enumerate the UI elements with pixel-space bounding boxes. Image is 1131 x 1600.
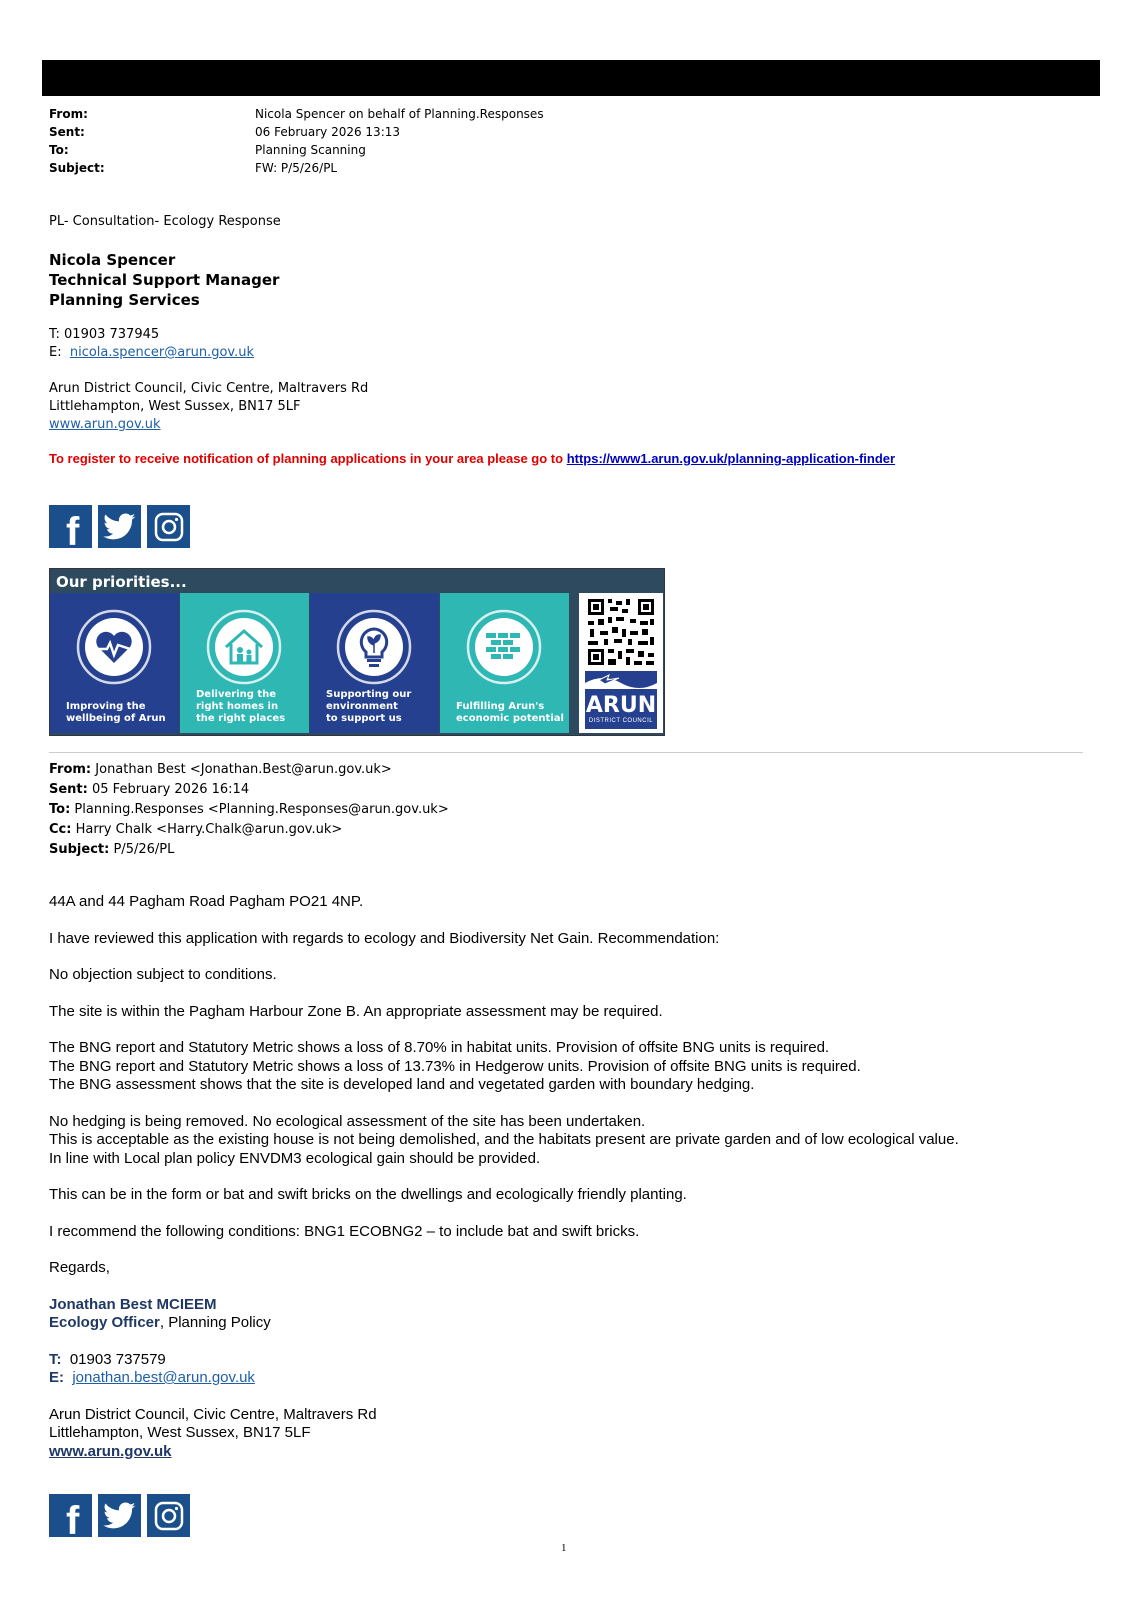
fwd-to-label: To: — [49, 802, 71, 817]
qr-code-icon[interactable] — [579, 593, 663, 669]
subject-value: FW: P/5/26/PL — [255, 161, 338, 175]
fwd-from: Jonathan Best <Jonathan.Best@arun.gov.uk> — [95, 762, 392, 777]
sig-title: Technical Support Manager — [49, 271, 280, 289]
divider — [49, 752, 1083, 753]
fwd-subject: P/5/26/PL — [113, 842, 175, 857]
qr-logo-panel — [579, 593, 663, 733]
sent-label: Sent: — [49, 125, 85, 139]
to-value: Planning Scanning — [255, 143, 366, 157]
fwd-cc: Harry Chalk <Harry.Chalk@arun.gov.uk> — [75, 822, 343, 837]
instagram-icon[interactable] — [147, 505, 190, 548]
body-address: 44A and 44 Pagham Road Pagham PO21 4NP. — [49, 893, 364, 910]
body-conditions: I recommend the following conditions: BNG1 ECOBNG2 – to include bat and swift bricks. — [49, 1222, 640, 1240]
wave-icon — [585, 671, 657, 689]
tile-caption: Fulfilling Arun's economic potential — [456, 701, 564, 724]
sig2-tel: 01903 737579 — [69, 1350, 166, 1368]
sig2-addr2: Littlehampton, West Sussex, BN17 5LF — [49, 1424, 311, 1441]
sig1-tel: T: 01903 737945 — [49, 327, 160, 342]
brick-wall-icon — [464, 607, 544, 687]
fwd-subject-label: Subject: — [49, 842, 110, 857]
sig2-web-link[interactable]: www.arun.gov.uk — [49, 1442, 172, 1460]
sig1-addr1: Arun District Council, Civic Centre, Maltravers Rd — [49, 381, 369, 396]
subject-label: Subject: — [49, 161, 105, 175]
sig1-web-link[interactable]: www.arun.gov.uk — [49, 417, 161, 432]
fwd-cc-label: Cc: — [49, 822, 72, 837]
banner-title: Our priorities... — [56, 573, 187, 591]
sig1-address — [49, 380, 368, 434]
body-bng-assessment: The BNG assessment shows that the site is developed land and vegetated garden with boundary hedging. — [49, 1076, 755, 1093]
tile-caption: Supporting our environment to support us — [326, 689, 412, 724]
body-policy: In line with Local plan policy ENVDM3 ecological gain should be provided. — [49, 1149, 541, 1167]
body-bricks: This can be in the form or bat and swift bricks on the dwellings and ecologically friendly planting. — [49, 1186, 687, 1203]
sig2-role: Ecology Officer — [49, 1314, 160, 1331]
sent-value: 06 February 2026 13:13 — [255, 125, 401, 139]
sig2-email-link[interactable]: jonathan.best@arun.gov.uk — [72, 1369, 255, 1386]
body-regards: Regards, — [49, 1259, 110, 1276]
fwd-sent: 05 February 2026 16:14 — [92, 782, 250, 797]
arun-logo — [585, 671, 657, 729]
body-bng-hedgerow: The BNG report and Statutory Metric shows a loss of 13.73% in Hedgerow units. Provision of offsite BNG units is required. — [49, 1057, 861, 1075]
priority-tile-economy — [440, 593, 569, 733]
sig1-email-link[interactable]: nicola.spencer@arun.gov.uk — [69, 345, 254, 360]
fwd-to: Planning.Responses <Planning.Responses@arun.gov.uk> — [74, 802, 449, 817]
heart-icon — [74, 607, 154, 687]
lightbulb-icon — [334, 607, 414, 687]
redaction-bar — [42, 60, 1100, 96]
house-family-icon — [204, 607, 284, 687]
twitter-icon[interactable] — [98, 505, 141, 548]
page-number: 1 — [561, 1542, 567, 1554]
facebook-icon[interactable] — [49, 1494, 92, 1537]
body-hedging: No hedging is being removed. No ecological assessment of the site has been undertaken. — [49, 1112, 646, 1130]
notice-link[interactable]: https://www1.arun.gov.uk/planning-application-finder — [566, 451, 896, 466]
fwd-from-label: From: — [49, 762, 92, 777]
sig2-role-rest: , Planning Policy — [159, 1314, 271, 1331]
social-icons-1 — [49, 505, 190, 548]
body-acceptable: This is acceptable as the existing house is not being demolished, and the habitats present are private garden and of low ecological value. — [49, 1131, 959, 1148]
body-zone: The site is within the Pagham Harbour Zone B. An appropriate assessment may be required. — [49, 1002, 663, 1020]
sig-name: Nicola Spencer — [49, 251, 176, 269]
svg-text:f: f — [66, 510, 80, 548]
planning-notice — [49, 451, 895, 466]
body-review: I have reviewed this application with regards to ecology and Biodiversity Net Gain. Recommendation: — [49, 929, 720, 947]
forwarded-header — [49, 760, 449, 860]
tile-caption: Improving the wellbeing of Arun — [66, 701, 166, 724]
sig-dept: Planning Services — [49, 291, 200, 309]
priority-tile-homes — [180, 593, 309, 733]
signature-nicola — [49, 250, 279, 310]
sig2-tel-label: T: — [49, 1350, 62, 1368]
svg-text:f: f — [66, 1499, 80, 1537]
fwd-sent-label: Sent: — [49, 782, 88, 797]
sig1-addr2: Littlehampton, West Sussex, BN17 5LF — [49, 399, 301, 414]
intro-line: PL- Consultation- Ecology Response — [49, 214, 281, 229]
sig2-name: Jonathan Best MCIEEM — [49, 1295, 217, 1313]
to-label: To: — [49, 143, 69, 157]
facebook-icon[interactable] — [49, 505, 92, 548]
notice-text: To register to receive notification of planning applications in your area please go to — [49, 451, 564, 466]
priority-tile-environment — [310, 593, 439, 733]
email-body — [49, 893, 1109, 1461]
arun-logo-sub: DISTRICT COUNCIL — [588, 718, 654, 724]
priorities-banner — [49, 568, 665, 736]
sig2-email-label: E: — [49, 1369, 64, 1386]
priority-tile-wellbeing — [50, 593, 179, 733]
instagram-icon[interactable] — [147, 1494, 190, 1537]
sig2-addr1: Arun District Council, Civic Centre, Maltravers Rd — [49, 1405, 377, 1423]
sig1-email-label: E: — [49, 345, 62, 360]
tile-caption: Delivering the right homes in the right places — [196, 689, 286, 724]
twitter-icon[interactable] — [98, 1494, 141, 1537]
sig1-contact — [49, 326, 254, 362]
social-icons-2 — [49, 1494, 190, 1537]
from-label: From: — [49, 107, 88, 121]
arun-logo-text: ARUN — [585, 693, 657, 718]
body-no-objection: No objection subject to conditions. — [49, 966, 277, 983]
body-bng-habitat: The BNG report and Statutory Metric shows a loss of 8.70% in habitat units. Provision of offsite BNG units is required. — [49, 1039, 830, 1056]
from-value: Nicola Spencer on behalf of Planning.Responses — [255, 107, 544, 121]
